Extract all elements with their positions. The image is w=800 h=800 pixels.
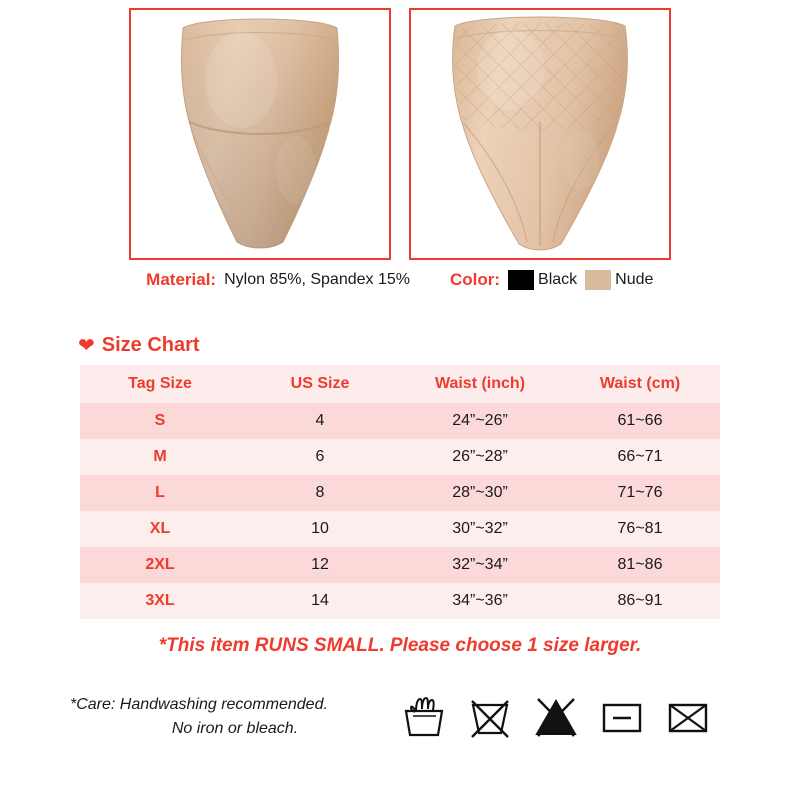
cell-waist-inch: 26”~28” xyxy=(400,439,560,475)
cell-waist-cm: 86~91 xyxy=(560,583,720,619)
cell-waist-cm: 71~76 xyxy=(560,475,720,511)
table-row xyxy=(80,475,720,511)
cell-us-size: 6 xyxy=(240,439,400,475)
size-chart-table xyxy=(80,365,720,619)
material-color-row xyxy=(0,260,800,290)
cell-us-size: 10 xyxy=(240,511,400,547)
cell-waist-cm: 61~66 xyxy=(560,403,720,439)
runs-small-warning: *This item RUNS SMALL. Please choose 1 size larger. xyxy=(158,635,642,656)
cell-waist-inch: 24”~26” xyxy=(400,403,560,439)
product-photo-back-image xyxy=(411,10,669,258)
header-tag-size: Tag Size xyxy=(80,365,240,403)
no-bleach-icon xyxy=(532,693,580,741)
no-iron-icon xyxy=(598,693,646,741)
color-option-nude[interactable] xyxy=(585,270,653,290)
nude-swatch-icon xyxy=(585,270,611,290)
care-line-2: No iron or bleach. xyxy=(171,720,299,737)
color-option-black[interactable] xyxy=(508,270,577,290)
header-waist-cm: Waist (cm) xyxy=(560,365,720,403)
care-line-1: *Care: Handwashing recommended. xyxy=(70,696,328,713)
cell-tag-size: XL xyxy=(80,511,240,547)
cell-us-size: 8 xyxy=(240,475,400,511)
heart-icon: ❤ xyxy=(78,334,95,357)
header-waist-inch: Waist (inch) xyxy=(400,365,560,403)
size-chart-heading xyxy=(78,334,800,357)
cell-tag-size: L xyxy=(80,475,240,511)
cell-tag-size: 3XL xyxy=(80,583,240,619)
care-instructions xyxy=(0,693,800,741)
cell-tag-size: 2XL xyxy=(80,547,240,583)
header-us-size: US Size xyxy=(240,365,400,403)
cell-waist-cm: 81~86 xyxy=(560,547,720,583)
black-swatch-label: Black xyxy=(538,271,578,288)
shapewear-front-illustration xyxy=(131,10,389,258)
cell-waist-inch: 34”~36” xyxy=(400,583,560,619)
cell-us-size: 14 xyxy=(240,583,400,619)
cell-us-size: 4 xyxy=(240,403,400,439)
product-photo-back[interactable] xyxy=(409,8,671,260)
material-block xyxy=(0,270,418,290)
material-label: Material: xyxy=(146,270,217,289)
product-photo-front[interactable] xyxy=(129,8,391,260)
color-block xyxy=(418,270,800,290)
cell-us-size: 12 xyxy=(240,547,400,583)
size-chart-title: Size Chart xyxy=(101,334,200,356)
nude-swatch-label: Nude xyxy=(615,271,654,288)
cell-waist-inch: 28”~30” xyxy=(400,475,560,511)
cell-tag-size: M xyxy=(80,439,240,475)
table-row xyxy=(80,583,720,619)
table-row xyxy=(80,547,720,583)
care-icon-row xyxy=(400,693,712,741)
table-row xyxy=(80,511,720,547)
cell-waist-inch: 30”~32” xyxy=(400,511,560,547)
care-text xyxy=(70,693,400,741)
cell-waist-cm: 66~71 xyxy=(560,439,720,475)
table-header-row xyxy=(80,365,720,403)
table-row xyxy=(80,439,720,475)
cell-tag-size: S xyxy=(80,403,240,439)
product-photos xyxy=(0,0,800,260)
no-machine-wash-icon xyxy=(466,693,514,741)
product-photo-front-image xyxy=(131,10,389,258)
shapewear-back-illustration xyxy=(411,10,669,258)
cell-waist-inch: 32”~34” xyxy=(400,547,560,583)
black-swatch-icon xyxy=(508,270,534,290)
material-value: Nylon 85%, Spandex 15% xyxy=(224,271,410,288)
no-tumble-dry-icon xyxy=(664,693,712,741)
hand-wash-icon xyxy=(400,693,448,741)
color-label: Color: xyxy=(450,270,501,289)
table-row xyxy=(80,403,720,439)
cell-waist-cm: 76~81 xyxy=(560,511,720,547)
